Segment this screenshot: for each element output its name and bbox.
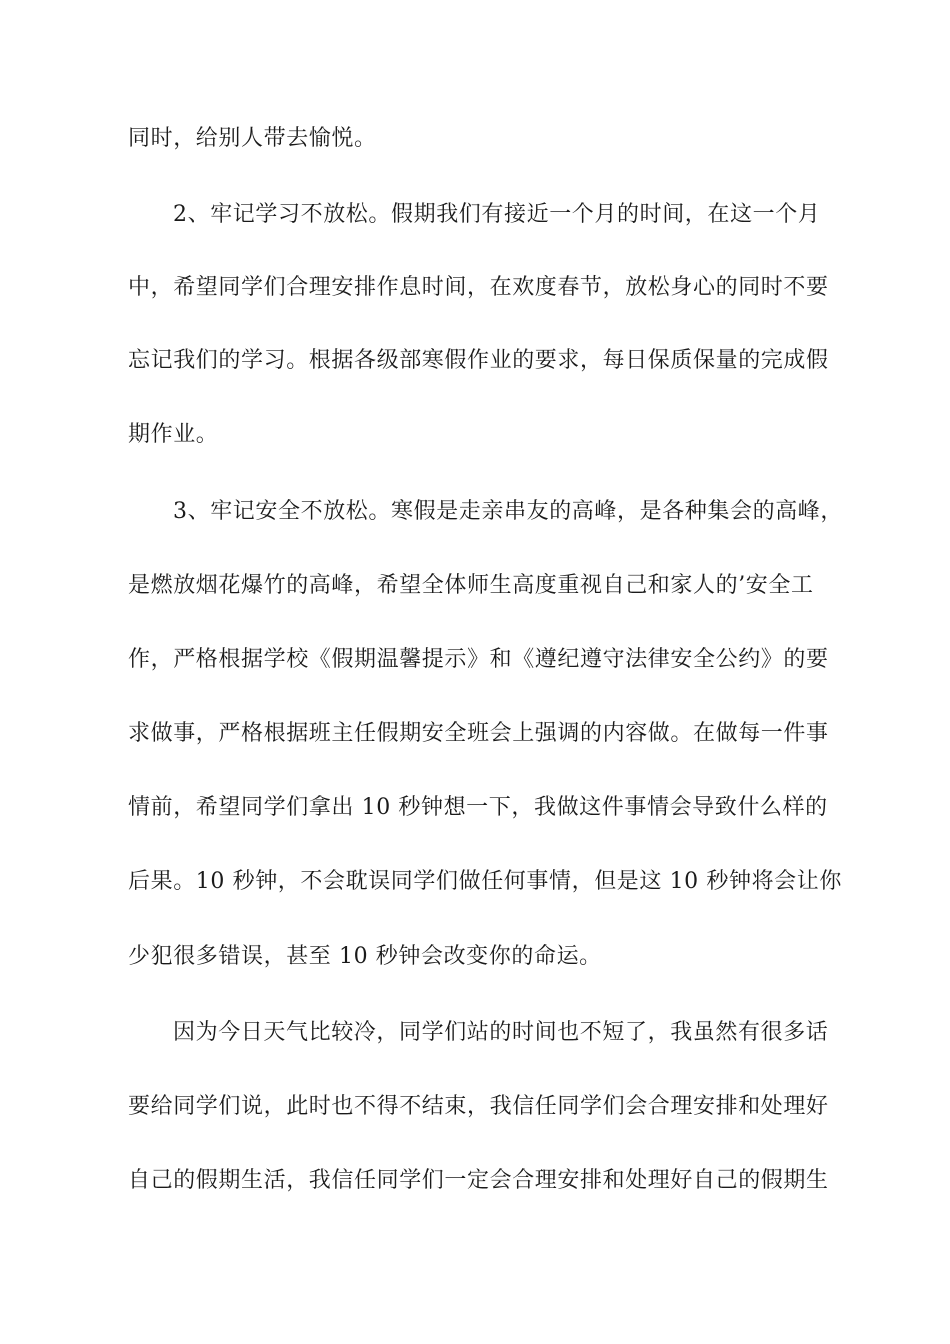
- text-line: 要给同学们说，此时也不得不结束，我信任同学们会合理安排和处理好: [128, 1094, 829, 1119]
- paragraph-2-start: 2、牢记学习不放松。假期我们有接近一个月的时间，在这一个月: [173, 202, 821, 227]
- text-line: 少犯很多错误，甚至 10 秒钟会改变你的命运。: [128, 944, 602, 969]
- text-line: 自己的假期生活，我信任同学们一定会合理安排和处理好自己的假期生: [128, 1168, 829, 1193]
- text-line: 忘记我们的学习。根据各级部寒假作业的要求，每日保质保量的完成假: [128, 348, 829, 373]
- text-line: 是燃放烟花爆竹的高峰，希望全体师生高度重视自己和家人的’安全工: [128, 573, 814, 598]
- text-line: 情前，希望同学们拿出 10 秒钟想一下，我做这件事情会导致什么样的: [128, 795, 828, 820]
- text-line: 同时，给别人带去愉悦。: [128, 126, 377, 151]
- text-line: 作，严格根据学校《假期温馨提示》和《遵纪遵守法律安全公约》的要: [128, 647, 829, 672]
- text-line: 期作业。: [128, 422, 219, 447]
- paragraph-closing-start: 因为今日天气比较冷，同学们站的时间也不短了，我虽然有很多话: [173, 1020, 829, 1045]
- text-line: 中，希望同学们合理安排作息时间，在欢度春节，放松身心的同时不要: [128, 275, 829, 300]
- text-line: 后果。10 秒钟，不会耽误同学们做任何事情，但是这 10 秒钟将会让你: [128, 869, 842, 894]
- text-line: 求做事，严格根据班主任假期安全班会上强调的内容做。在做每一件事: [128, 721, 829, 746]
- paragraph-3-start: 3、牢记安全不放松。寒假是走亲串友的高峰，是各种集会的高峰，: [173, 499, 843, 524]
